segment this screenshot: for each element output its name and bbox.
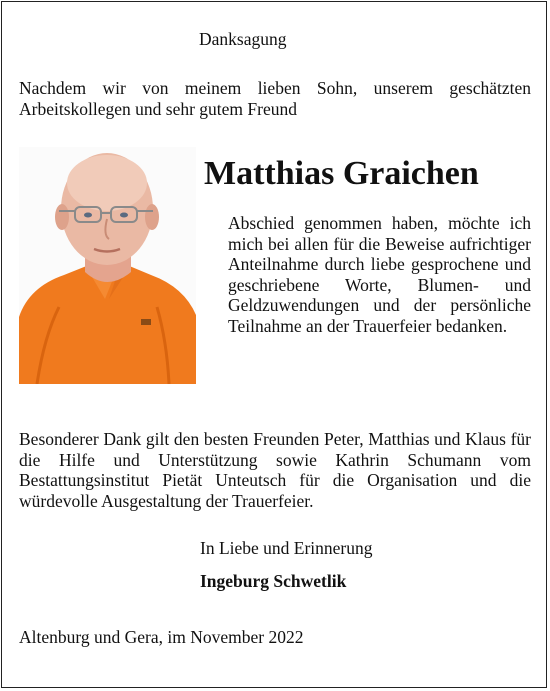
portrait-photo — [19, 147, 196, 384]
signer-name: Ingeburg Schwetlik — [200, 571, 347, 591]
closing-line: In Liebe und Erinnerung — [200, 538, 373, 558]
place-date: Altenburg und Gera, im November 2022 — [19, 627, 304, 647]
thanks-message: Abschied genommen haben, möchte ich mich bei allen für die Beweise aufrichtiger Anteilnahme durch liebe gesprochene und geschriebene Worte, Blumen- und Geldzuwendungen und der persönliche Teilnahme an der Trauerfeier bedanken. — [228, 213, 531, 336]
notice-heading: Danksagung — [199, 29, 287, 49]
special-thanks: Besonderer Dank gilt den besten Freunden Peter, Matthias und Klaus für die Hilfe und Unterstützung sowie Kathrin Schumann vom Bestattungsinstitut Pietät Unteutsch für die Organisation und die würdevolle Ausgestaltung der Trauerfeier. — [19, 429, 531, 511]
intro-text: Nachdem wir von meinem lieben Sohn, unserem geschätzten Arbeitskollegen und sehr gutem Freund — [19, 78, 531, 119]
deceased-name: Matthias Graichen — [204, 155, 479, 192]
